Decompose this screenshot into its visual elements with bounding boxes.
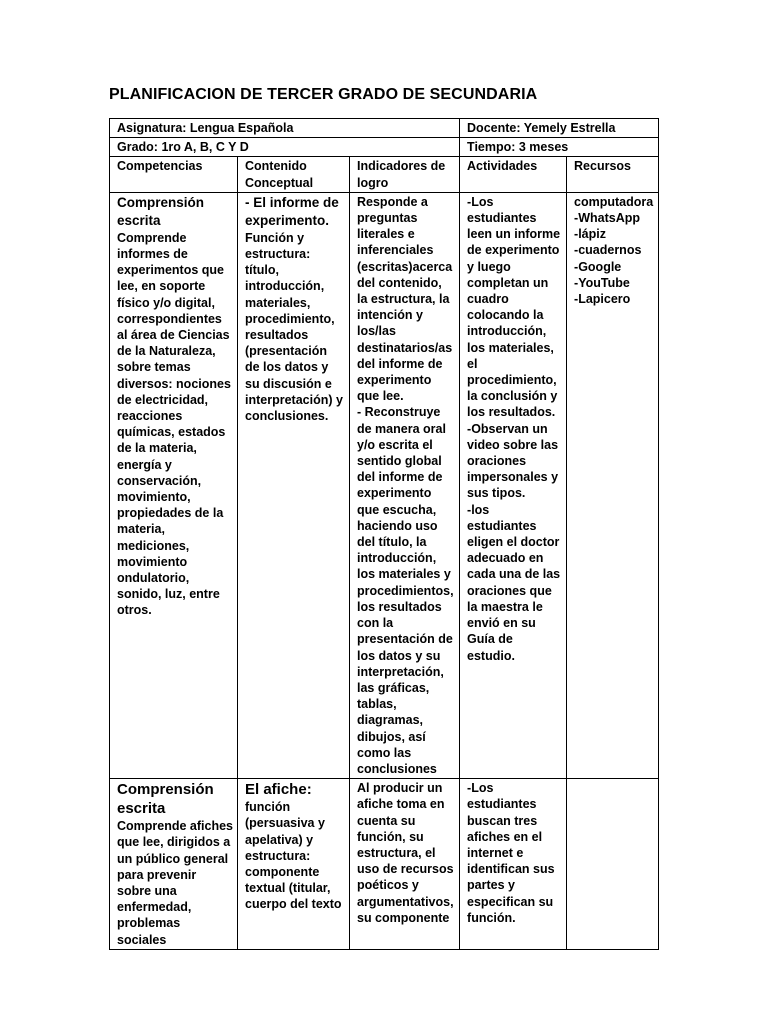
contenido-title: - El informe de experimento. [245, 194, 339, 228]
competencia-title: Comprensión escrita [117, 194, 205, 228]
header-indicadores: Indicadores de logro [350, 157, 460, 192]
competencia-text: Comprende afiches que lee, dirigidos a un público general para prevenir sobre una enfermedad, problemas sociales [117, 819, 234, 947]
meta-row-1 [110, 119, 659, 138]
indicadores-cell: Al producir un afiche toma en cuenta su función, su estructura, el uso de recursos poéticos y argumentativos, su componente [350, 779, 460, 950]
recursos-cell: computadora -WhatsApp -lápiz -cuadernos -Google -YouTube -Lapicero [567, 192, 659, 778]
header-row [110, 157, 659, 192]
contenido-cell [238, 779, 350, 950]
indicadores-cell: Responde a preguntas literales e inferenciales (escritas)acerca del contenido, la estructura, la intención y los/las destinatarios/as del informe de experimento que lee. - Reconstruye de manera oral y/o escrita el sentido global del informe de experimento que escucha, haciendo uso del título, la introducción, los materiales y procedimientos, los resultados con la presentación de los datos y su interpretación, las gráficas, tablas, diagramas, dibujos, así como las conclusiones [350, 192, 460, 778]
header-actividades: Actividades [460, 157, 567, 192]
time-cell: Tiempo: 3 meses [460, 138, 659, 157]
competencia-text: Comprende informes de experimentos que lee, en soporte físico y/o digital, correspondientes al área de Ciencias de la Naturaleza, sobre temas diversos: nociones de electricidad, reacciones químicas, estados de la materia, energía y conservación, movimiento, propiedades de la materia, mediciones, movimiento ondulatorio, sonido, luz, entre otros. [117, 230, 231, 618]
contenido-text: Función y estructura: título, introducción, materiales, procedimiento, resultados (presentación de los datos y su discusión e interpretación) y conclusiones. [245, 230, 343, 424]
actividades-cell: -Los estudiantes buscan tres afiches en el internet e identifican sus partes y especifican su función. [460, 779, 567, 950]
competencia-cell [110, 192, 238, 778]
header-competencias: Competencias [110, 157, 238, 192]
table-row [110, 779, 659, 950]
meta-row-2 [110, 138, 659, 157]
competencia-cell [110, 779, 238, 950]
contenido-cell [238, 192, 350, 778]
contenido-title: El afiche: [245, 781, 312, 799]
recursos-cell [567, 779, 659, 950]
contenido-text: función (persuasiva y apelativa) y estructura: componente textual (titular, cuerpo del texto [245, 800, 342, 912]
header-recursos: Recursos [567, 157, 659, 192]
competencia-title: Comprensión escrita [117, 781, 214, 818]
teacher-cell: Docente: Yemely Estrella [460, 119, 659, 138]
document-title: PLANIFICACION DE TERCER GRADO DE SECUNDARIA [109, 86, 538, 103]
planning-table [109, 118, 659, 950]
header-contenido: Contenido Conceptual [238, 157, 350, 192]
grade-cell: Grado: 1ro A, B, C Y D [110, 138, 460, 157]
actividades-cell: -Los estudiantes leen un informe de experimento y luego completan un cuadro colocando la introducción, los materiales, el procedimiento, la conclusión y los resultados. -Observan un video sobre las oraciones impersonales y sus tipos. -los estudiantes eligen el doctor adecuado en cada una de las oraciones que la maestra le envió en su Guía de estudio. [460, 192, 567, 778]
subject-cell: Asignatura: Lengua Española [110, 119, 460, 138]
table-row [110, 192, 659, 778]
